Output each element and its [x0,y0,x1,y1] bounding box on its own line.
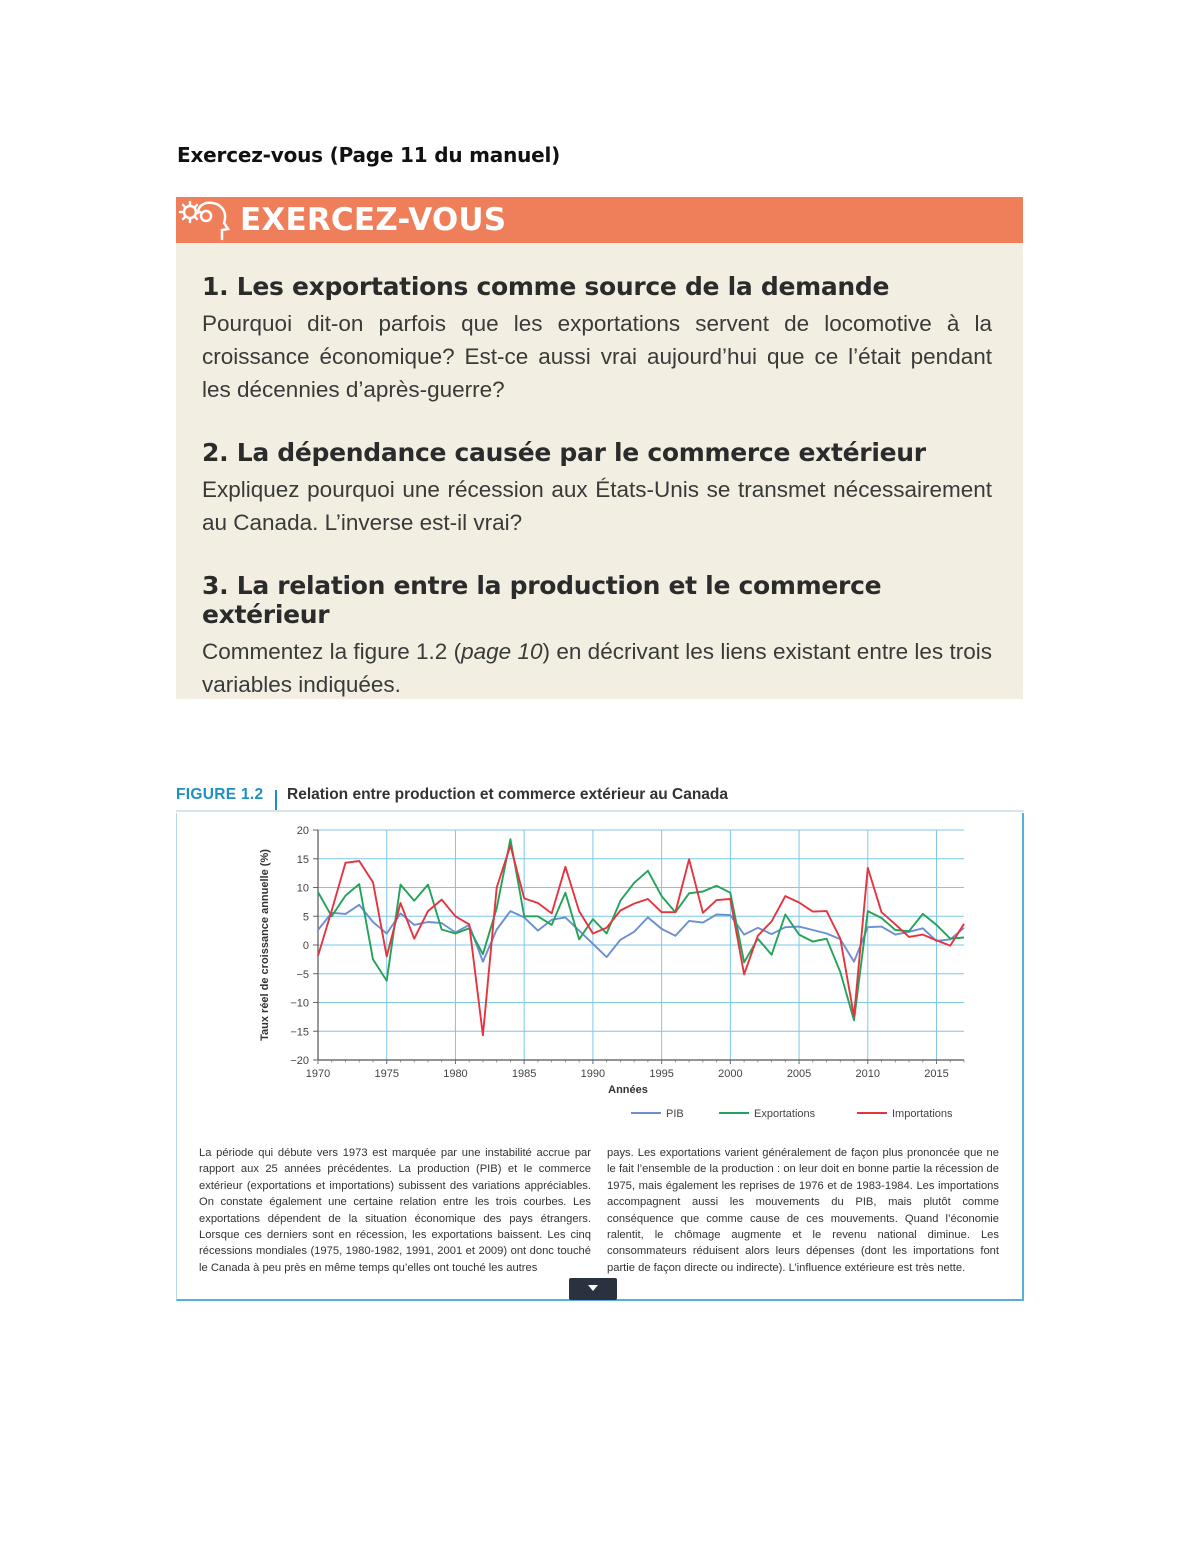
y-tick-label: 10 [296,882,309,895]
legend-label-pib: PIB [666,1108,684,1120]
caret-down-icon [587,1284,599,1292]
series-line-importations [318,846,964,1036]
x-tick-label: 2005 [786,1068,812,1080]
y-tick-label: 0 [302,940,309,952]
y-tick-label: −5 [296,968,309,981]
y-tick-label: 15 [296,853,309,866]
question-3-title: 3. La relation entre la production et le commerce extérieur [202,571,882,629]
legend-label-importations: Importations [892,1108,953,1120]
x-axis-title: Années [608,1084,648,1096]
y-tick-label: −10 [290,997,309,1010]
question-2-title: 2. La dépendance causée par le commerce extérieur [202,438,926,467]
question-1-text: Pourquoi dit-on parfois que les exportations servent de locomotive à la croissance économique? Est-ce aussi vrai aujourd’hui que ce l’était pendant les décennies d’après-guerre? [202,311,992,402]
page-heading: Exercez-vous (Page 11 du manuel) [177,143,561,167]
x-tick-label: 1970 [305,1068,331,1080]
question-3-text-end: ) en décrivant les liens existant entre les trois variables indiquées. [202,639,992,697]
figure-title: Relation entre production et commerce extérieur au Canada [287,786,729,803]
x-tick-label: 2000 [718,1068,743,1080]
x-tick-label: 1990 [580,1068,606,1080]
y-tick-label: 20 [296,825,309,837]
x-tick-label: 1995 [649,1068,674,1080]
x-tick-label: 1975 [374,1068,399,1080]
x-tick-label: 1980 [443,1068,468,1080]
exercise-banner [176,197,1023,243]
exercise-banner-title: EXERCEZ-VOUS [240,202,507,238]
line-chart [176,780,1024,1140]
y-axis-title: Taux réel de croissance annuelle (%) [259,849,271,1041]
question-3 [202,571,992,701]
question-3-text-start: Commentez la figure 1.2 ( [202,639,462,664]
scroll-down-button[interactable] [569,1278,617,1300]
figure [176,780,1024,1300]
x-tick-label: 2010 [855,1068,881,1080]
question-1-title: 1. Les exportations comme source de la demande [202,272,890,301]
x-tick-label: 1985 [511,1068,537,1080]
question-2 [202,438,992,539]
y-tick-label: 5 [302,911,309,924]
y-tick-label: −15 [290,1026,309,1039]
y-tick-label: −20 [290,1055,309,1067]
figure-caption-left: La période qui débute vers 1973 est marquée par une instabilité accrue par rapport aux 25 années précédentes. La production (PIB) et le commerce extérieur (exportations et importations) subissent des variations appréciables. On constate également une certaine relation entre les trois courbes. Les exportations dépendent de la situation économique des pays étrangers. Lorsque ces derniers sont en récession, les exportations baissent. Les cinq récessions mondiales (1975, 1980-1982, 1991, 2001 et 2009) ont donc touché le Canada à peu près en même temps qu’elles ont touché les autres [199,1147,591,1274]
question-3-text [202,635,992,701]
figure-caption-right: pays. Les exportations varient généralement de façon plus prononcée que ne le fait l’ensemble de la production : on leur doit en bonne partie la récession de 1975, mais également les reprises de 1976 et de 1983-1984. Les importations accompagnent aussi les mouvements du PIB, mais plutôt comme conséquence que comme cause de ces mouvements. Quand l’économie ralentit, le chômage augmente et le revenu national diminue. Les consommateurs réduisent alors leurs dépenses (dont les importations font partie de façon directe ou indirecte). L’influence extérieure est très nette. [607,1147,999,1274]
question-1 [202,272,992,406]
exercise-box [176,197,1023,699]
head-gears-icon [176,199,236,241]
question-2-text: Expliquez pourquoi une récession aux États-Unis se transmet nécessairement au Canada. L’inverse est-il vrai? [202,477,992,535]
question-3-page-ref: page 10 [461,639,543,664]
x-tick-label: 2015 [924,1068,949,1080]
legend-label-exportations: Exportations [754,1108,816,1120]
figure-label: FIGURE 1.2 [176,786,264,803]
